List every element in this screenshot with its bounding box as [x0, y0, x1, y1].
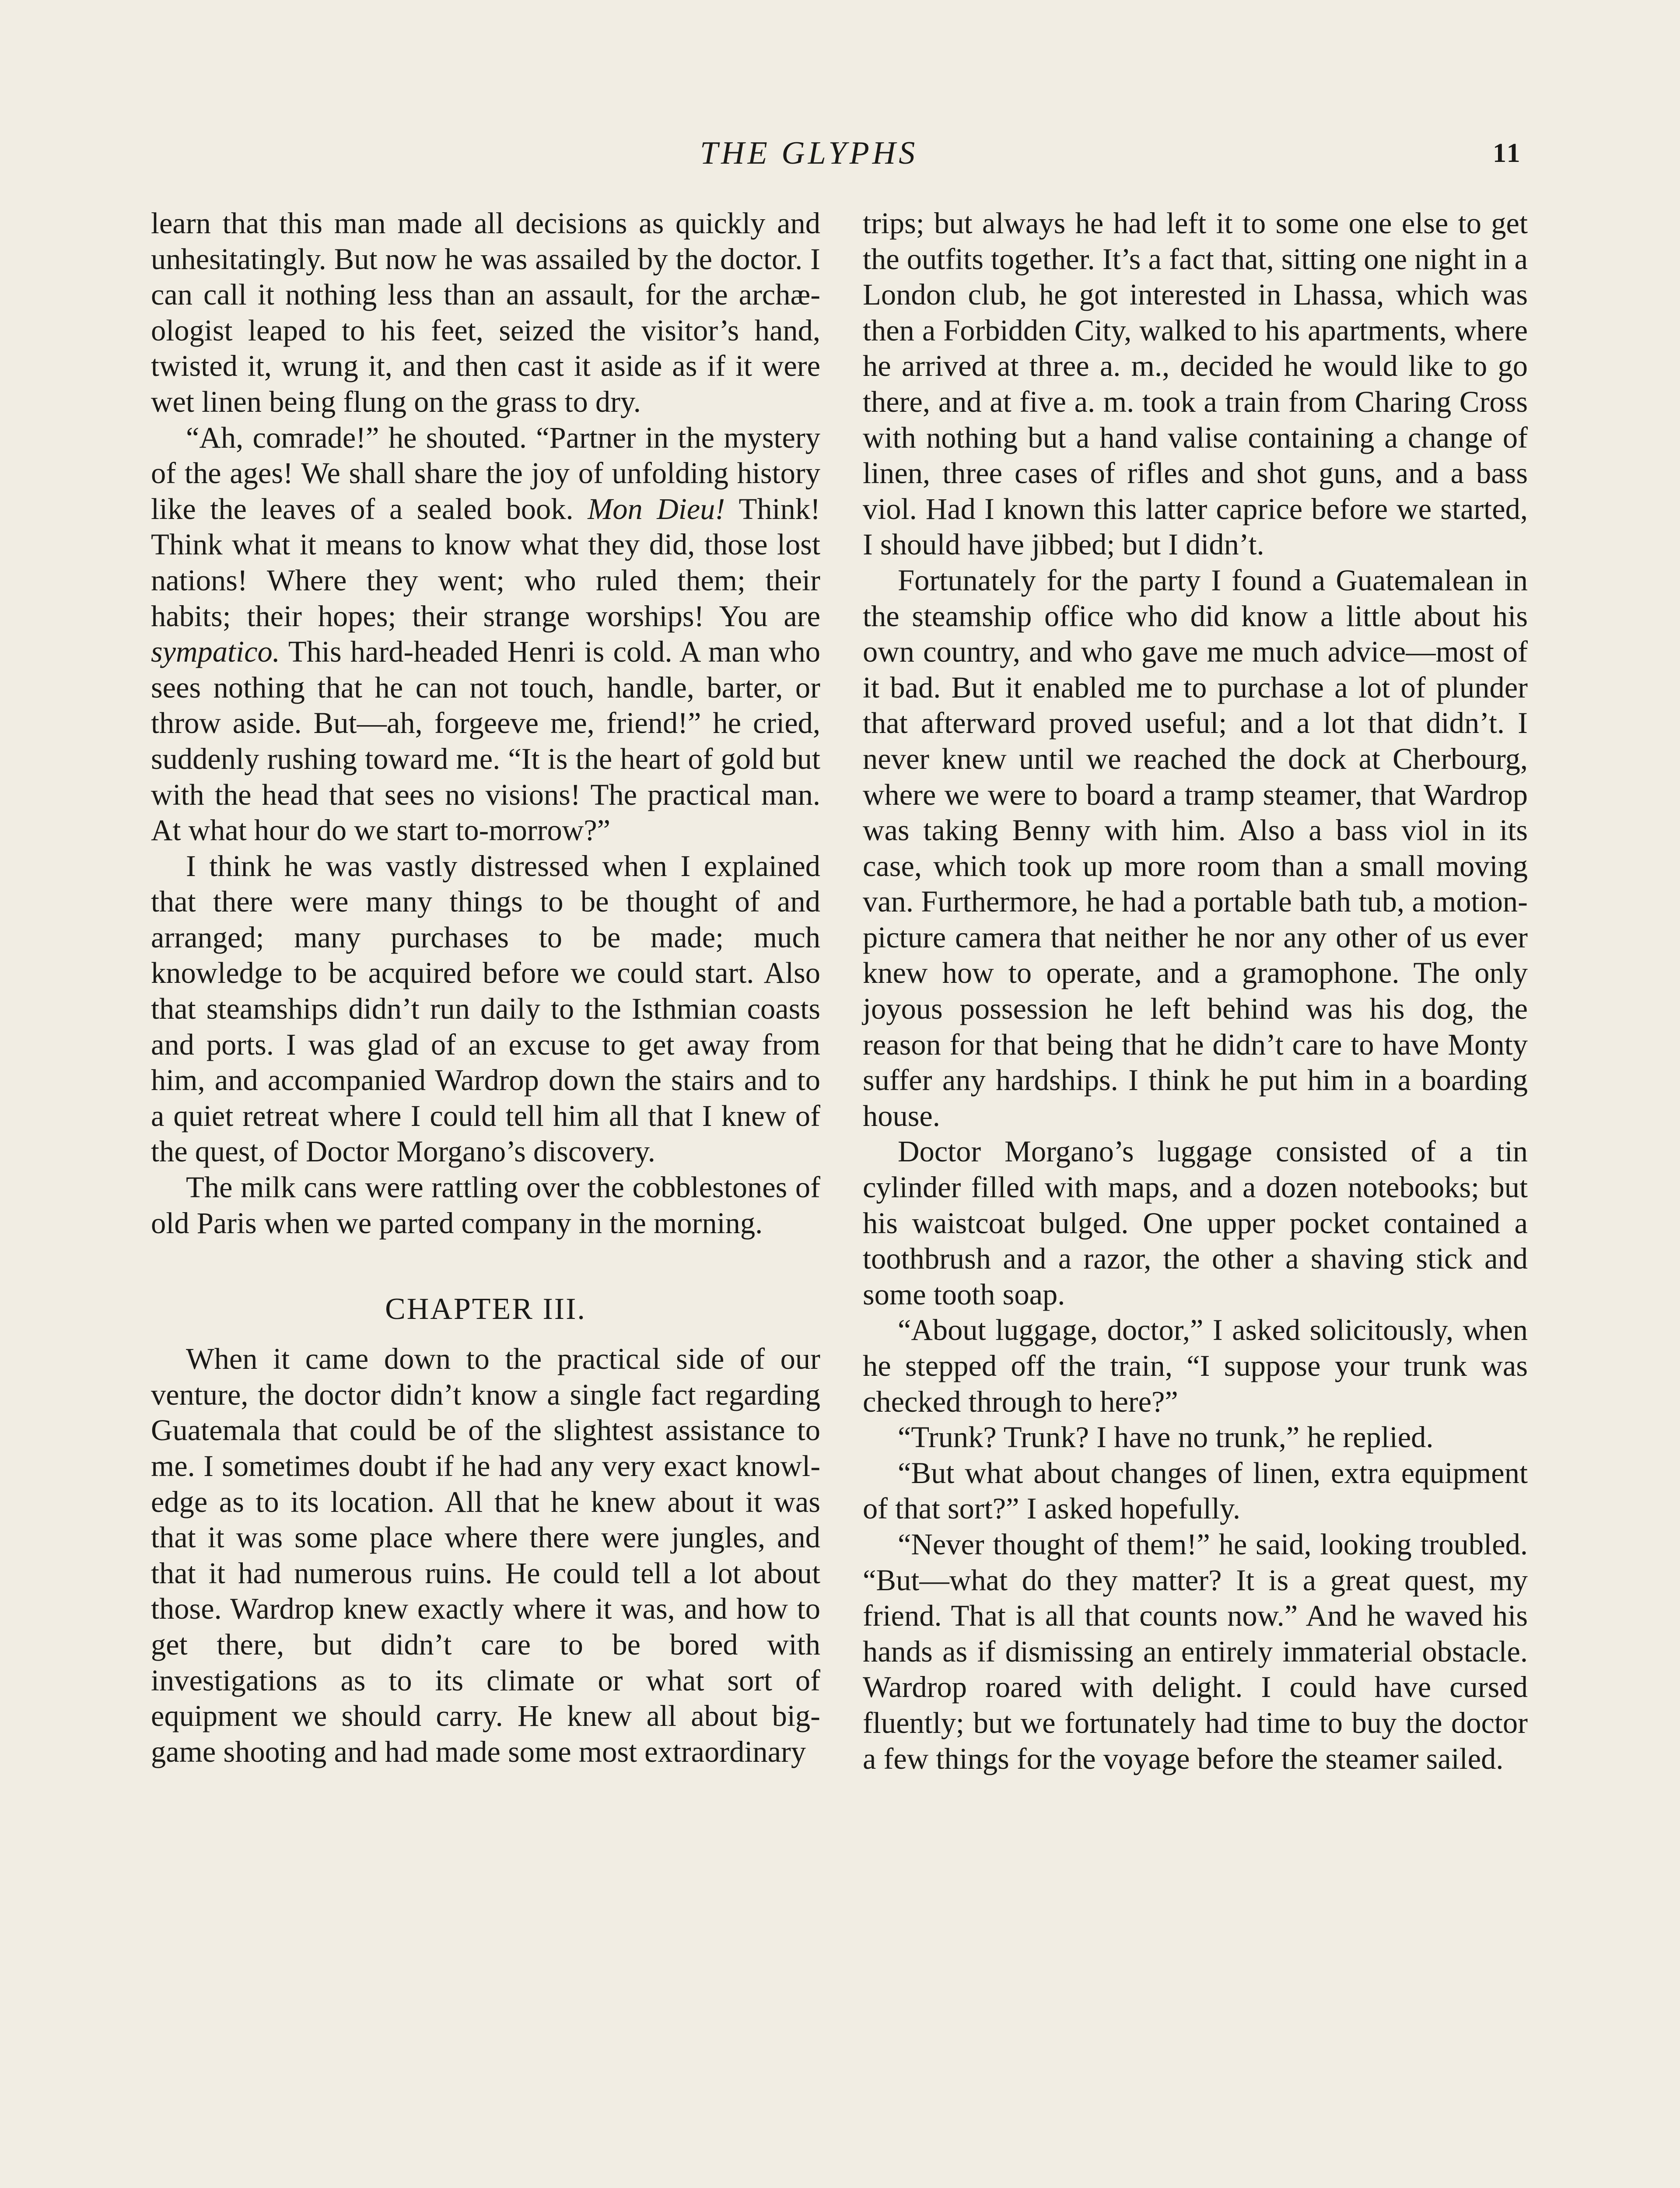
paragraph: trips; but always he had left it to some one else to get the outfits together. It’s a fact that, sitting one night in a London club, he got interested in Lhassa, which was then a Forbidden City, walked to his apartments, where he arrived at three a. m., decided he would like to go there, and at five a. m. took a train from Charing Cross with nothing but a hand valise containing a change of linen, three cases of rifles and shot guns, and a bass viol. Had I known this latter caprice before we started, I should have jibbed; but I didn’t.: [863, 207, 1528, 561]
paragraph: Fortunately for the party I found a Guatemalean in the steamship office who did know a little about his own country, and who gave me much advice—most of it bad. But it enabled me to purchase a lot of plunder that afterward proved useful; and a lot that didn’t. I never knew until we reached the dock at Cherbourg, where we were to board a tramp steamer, that Wardrop was taking Benny with him. Also a bass viol in its case, which took up more room than a small moving van. Furthermore, he had a portable bath tub, a motion-picture camera that neither he nor any other of us ever knew how to operate, and a gramophone. The only joyous possession he left behind was his dog, the reason for that being that he didn’t care to have Monty suffer any hardships. I think he put him in a boarding house.: [863, 563, 1528, 1133]
running-header: [0, 131, 1680, 179]
paragraph: I think he was vastly distressed when I explained that there were many things to be thought of and arranged; many purchases to be made; much knowledge to be acquired before we could start. Also that steamships didn’t run daily to the Isthmian coasts and ports. I was glad of an excuse to get away from him, and accompanied Wardrop down the stairs and to a quiet retreat where I could tell him all that I knew of the quest, of Doctor Morgano’s discovery.: [151, 849, 820, 1168]
chapter-heading: CHAPTER III.: [385, 1292, 586, 1326]
italic-phrase: Mon Dieu!: [588, 492, 725, 526]
page-number: 11: [1493, 138, 1522, 168]
text-run: “Ah, comrade!” he shouted. “Partner in the mystery of the ages! We shall share the joy of unfolding history like the leaves of a sealed book.: [151, 421, 820, 526]
paragraph: “But what about changes of linen, extra equipment of that sort?” I asked hopefully.: [863, 1456, 1528, 1525]
paragraph: When it came down to the practical side of our venture, the doctor didn’t know a single fact regarding Guatemala that could be of the slightest assistance to me. I sometimes doubt if he had any very exact knowledge as to its location. All that he knew about it was that it was some place where there were jungles, and that it had numerous ruins. He could tell a lot about those. Wardrop knew exactly where it was, and how to get there, but didn’t care to be bored with investigations as to its climate or what sort of equipment we should carry. He knew all about big-game shooting and had made some most extraordinary: [151, 1342, 820, 1768]
right-column: [863, 206, 1528, 1777]
paragraph: “Trunk? Trunk? I have no trunk,” he replied.: [898, 1420, 1434, 1454]
text-run: Think! Think what it means to know what they did, those lost nations! Where they went; who ruled them; their habits; their hopes; their strange worships! You are: [151, 492, 820, 633]
paragraph: Doctor Morgano’s luggage consisted of a tin cylinder filled with maps, and a dozen notebooks; but his waistcoat bulged. One upper pocket contained a toothbrush and a razor, the other a shaving stick and some tooth soap.: [863, 1135, 1528, 1311]
paragraph: “About luggage, doctor,” I asked solicitously, when he stepped off the train, “I suppose your trunk was checked through to here?”: [863, 1313, 1528, 1418]
running-title: THE GLYPHS: [700, 135, 918, 171]
italic-phrase: sympatico.: [151, 635, 280, 669]
paragraph-comrade: [151, 420, 820, 849]
paragraph: learn that this man made all decisions as quickly and unhesitatingly. But now he was assailed by the doctor. I can call it nothing less than an assault, for the archæologist leaped to his feet, seized the visitor’s hand, twisted it, wrung it, and then cast it aside as if it were wet linen being flung on the grass to dry.: [151, 207, 820, 418]
text-run: This hard-headed Henri is cold. A man who sees nothing that he can not touch, handle, barter, or throw aside. But—ah, forgeeve me, friend!” he cried, suddenly rushing toward me. “It is the heart of gold but with the head that sees no visions! The practical man. At what hour do we start to-morrow?”: [151, 635, 820, 847]
left-column: [151, 206, 820, 1770]
paragraph: “Never thought of them!” he said, looking troubled. “But—what do they matter? It is a great quest, my friend. That is all that counts now.” And he waved his hands as if dismissing an entirely immaterial obstacle. Wardrop roared with delight. I could have cursed fluently; but we fortunately had time to buy the doctor a few things for the voyage before the steamer sailed.: [863, 1527, 1528, 1775]
paragraph: The milk cans were rattling over the cobblestones of old Paris when we parted company in the morning.: [151, 1171, 820, 1240]
